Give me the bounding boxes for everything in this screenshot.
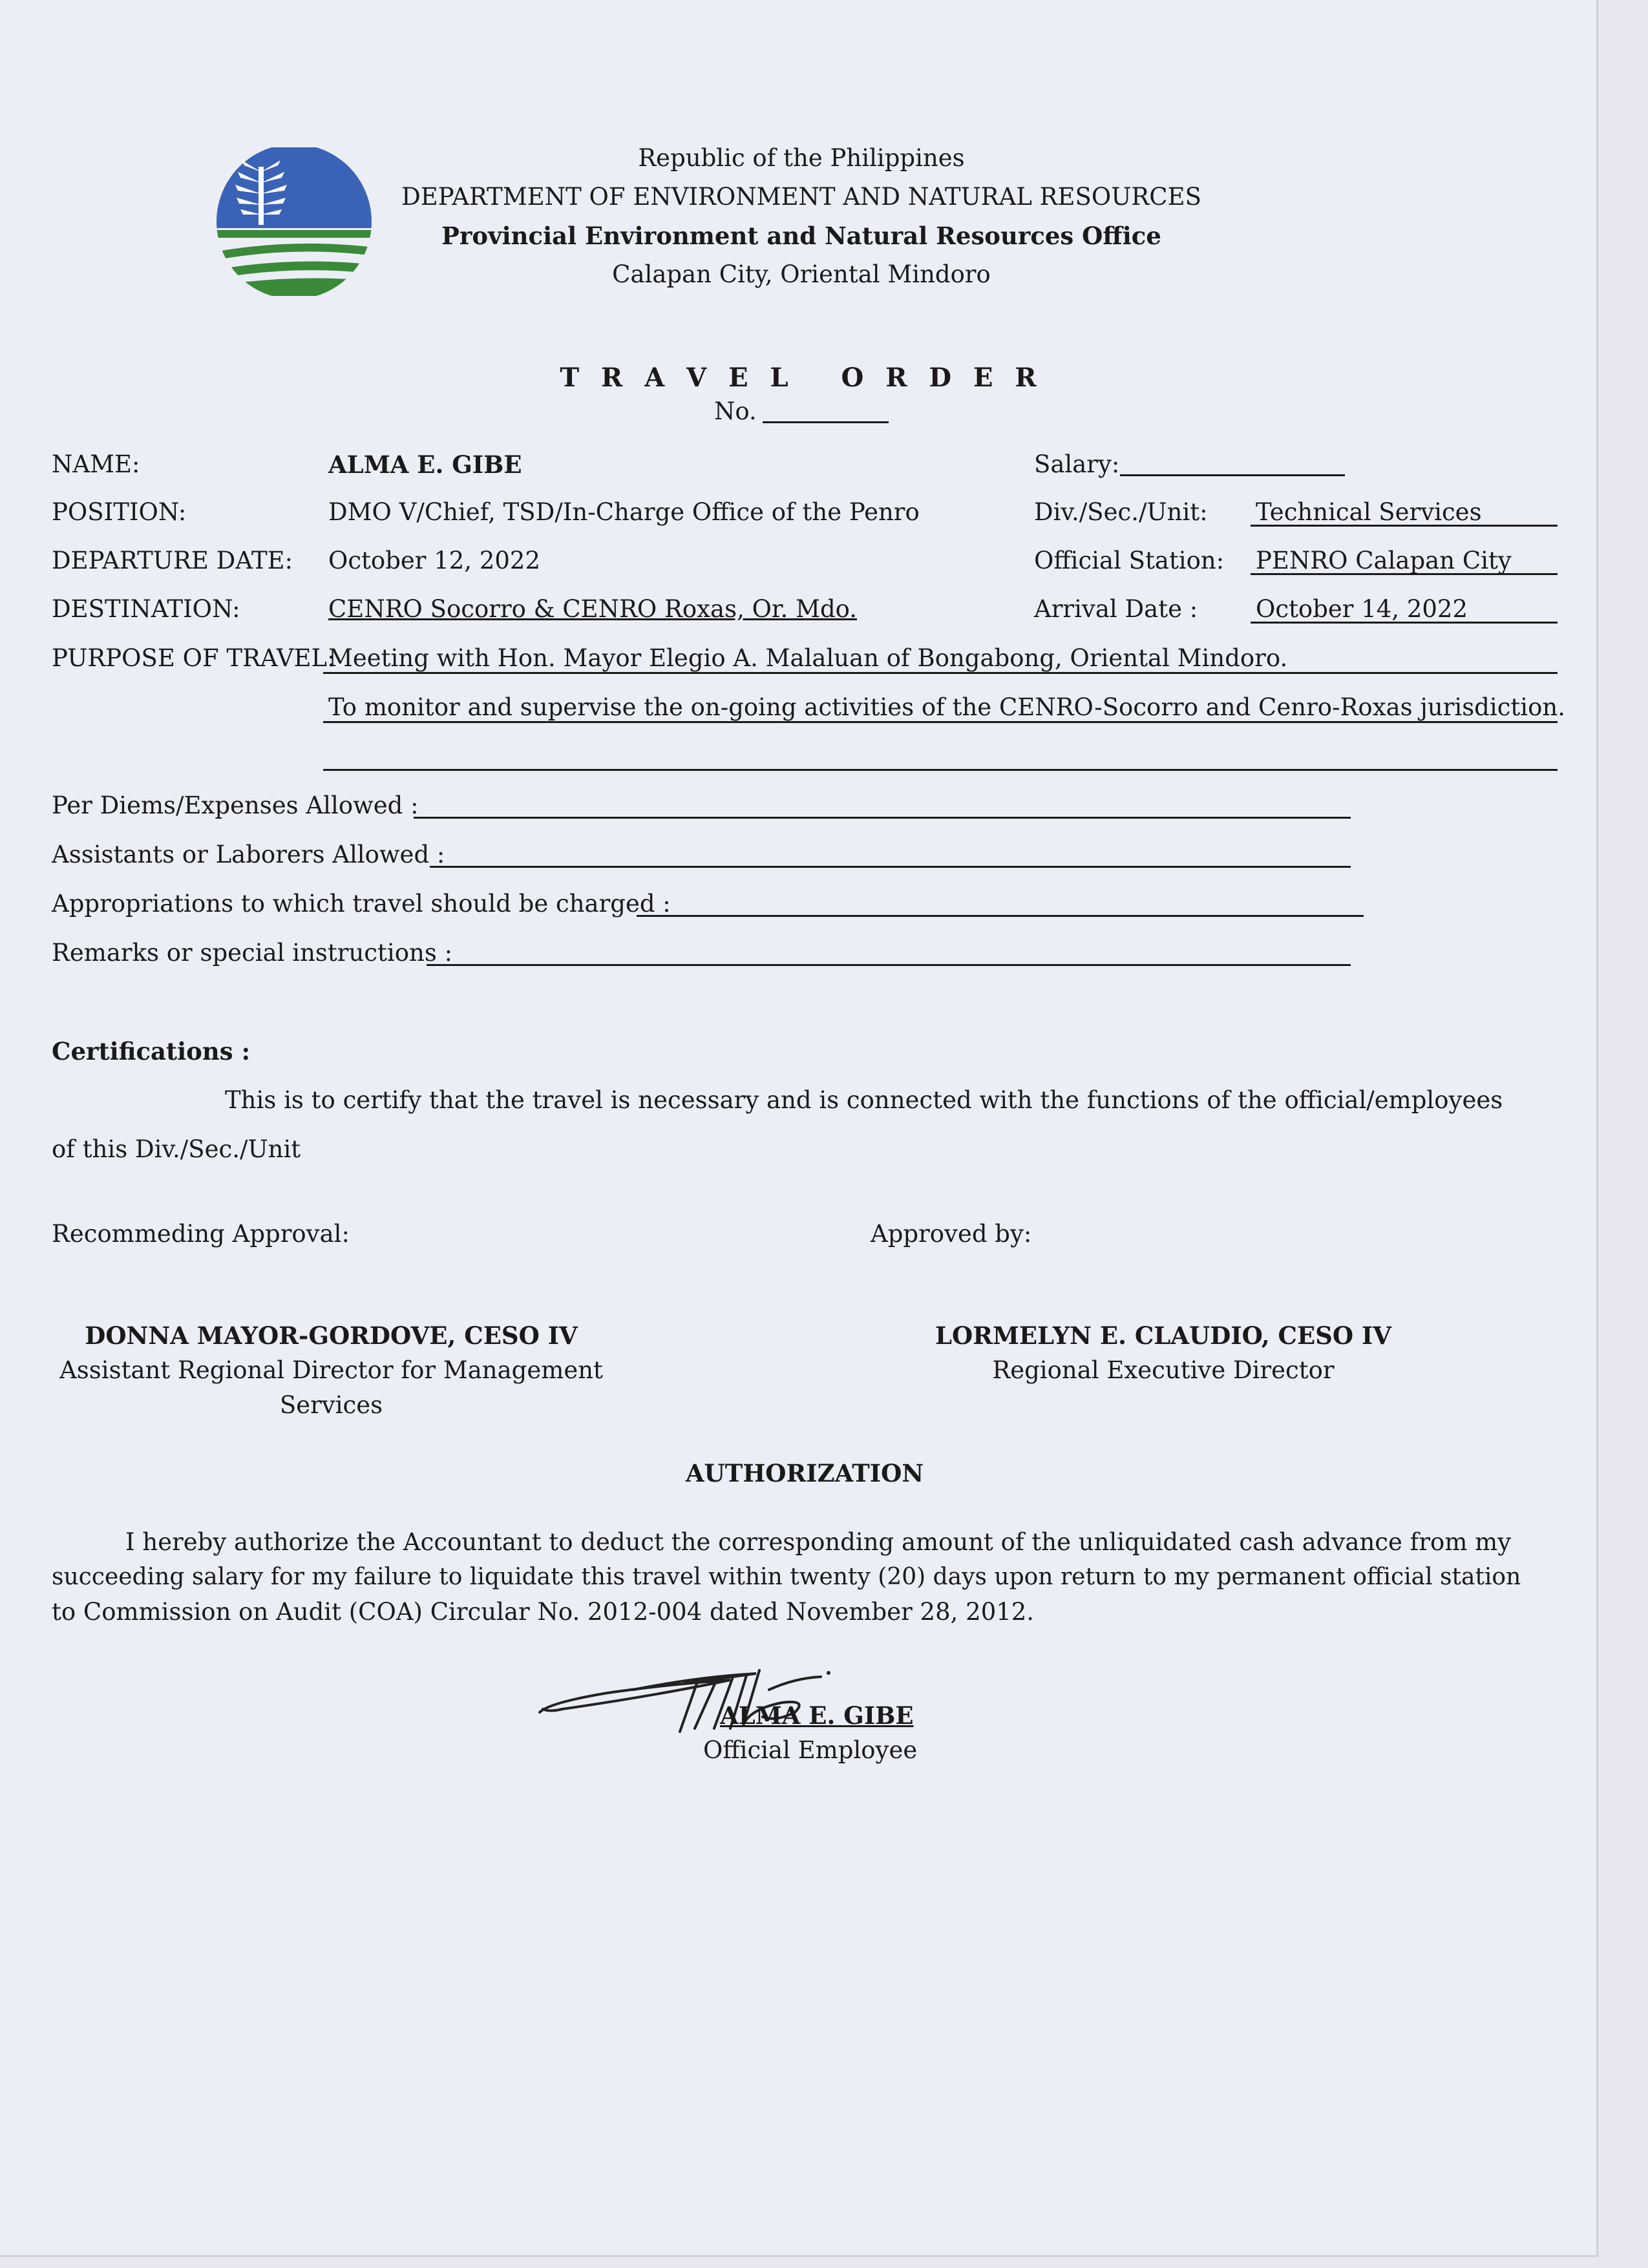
assistants-field: [430, 866, 1351, 868]
salary-label: Salary:: [1034, 450, 1120, 478]
departure-date-label: DEPARTURE DATE:: [52, 547, 293, 574]
official-station-value: PENRO Calapan City: [1256, 547, 1512, 574]
appropriations-label: Appropriations to which travel should be charged :: [52, 890, 671, 918]
purpose-rule-2: [323, 721, 1558, 723]
certifications-heading: Certifications :: [52, 1037, 251, 1066]
appropriations-field: [637, 915, 1364, 917]
unit-value: Technical Services: [1256, 498, 1482, 526]
recommender-title-2: Services: [279, 1391, 383, 1419]
purpose-line-1: Meeting with Hon. Mayor Elegio A. Malaluan of Bongabong, Oriental Mindoro.: [328, 644, 1288, 672]
recommender-title-1: Assistant Regional Director for Management: [59, 1356, 603, 1384]
purpose-line-2: To monitor and supervise the on-going activities of the CENRO-Socorro and Cenro-Roxas jurisdiction.: [328, 693, 1565, 721]
arrival-date-value: October 14, 2022: [1256, 595, 1468, 623]
name-value: ALMA E. GIBE: [328, 450, 522, 479]
name-label: NAME:: [52, 450, 140, 478]
authorization-heading: AUTHORIZATION: [685, 1459, 924, 1487]
per-diems-field: [414, 817, 1351, 819]
arrival-date-label: Arrival Date :: [1034, 595, 1198, 623]
destination-label: DESTINATION:: [52, 595, 240, 623]
authorization-line-2: succeeding salary for my failure to liquidate this travel within twenty (20) days upon return to my permanent official station: [52, 1564, 1521, 1590]
certifications-text-1: This is to certify that the travel is necessary and is connected with the functions of the official/employees: [225, 1086, 1503, 1114]
per-diems-label: Per Diems/Expenses Allowed :: [52, 792, 419, 819]
arrival-date-rule: [1251, 622, 1558, 624]
salary-field: [1120, 474, 1345, 476]
approver-name: LORMELYN E. CLAUDIO, CESO IV: [935, 1321, 1392, 1350]
authorization-line-3: to Commission on Audit (COA) Circular No. 2012-004 dated November 28, 2012.: [52, 1598, 1035, 1626]
header-office: Provincial Environment and Natural Resources Office: [441, 222, 1161, 250]
official-station-rule: [1251, 573, 1558, 575]
document-title: T R A V E L O R D E R: [560, 362, 1043, 393]
remarks-field: [427, 964, 1351, 966]
official-station-label: Official Station:: [1034, 547, 1225, 574]
unit-label: Div./Sec./Unit:: [1034, 498, 1208, 526]
signatory-name: ALMA E. GIBE: [720, 1701, 914, 1730]
certifications-text-2: of this Div./Sec./Unit: [52, 1135, 301, 1163]
recommending-approval-label: Recommeding Approval:: [52, 1220, 350, 1248]
purpose-rule-1: [323, 672, 1558, 674]
authorization-line-1: I hereby authorize the Accountant to deduct the corresponding amount of the unliquidated cash advance from my: [125, 1528, 1512, 1556]
order-number-field: [763, 421, 889, 423]
purpose-rule-3: [323, 769, 1558, 771]
header-department: DEPARTMENT OF ENVIRONMENT AND NATURAL RESOURCES: [401, 183, 1201, 211]
destination-value: CENRO Socorro & CENRO Roxas, Or. Mdo.: [328, 595, 858, 623]
approver-title: Regional Executive Director: [992, 1356, 1335, 1384]
header-republic: Republic of the Philippines: [638, 144, 965, 172]
header-location: Calapan City, Oriental Mindoro: [612, 260, 991, 288]
departure-date-value: October 12, 2022: [328, 547, 540, 574]
order-number-label: No.: [714, 397, 757, 425]
position-value: DMO V/Chief, TSD/In-Charge Office of the Penro: [328, 498, 920, 526]
position-label: POSITION:: [52, 498, 187, 526]
unit-rule: [1251, 525, 1558, 527]
assistants-label: Assistants or Laborers Allowed :: [52, 841, 445, 868]
signatory-title: Official Employee: [703, 1736, 918, 1764]
approved-by-label: Approved by:: [871, 1220, 1032, 1248]
purpose-label: PURPOSE OF TRAVEL:: [52, 644, 335, 672]
recommender-name: DONNA MAYOR-GORDOVE, CESO IV: [85, 1321, 578, 1350]
remarks-label: Remarks or special instructions :: [52, 939, 453, 967]
